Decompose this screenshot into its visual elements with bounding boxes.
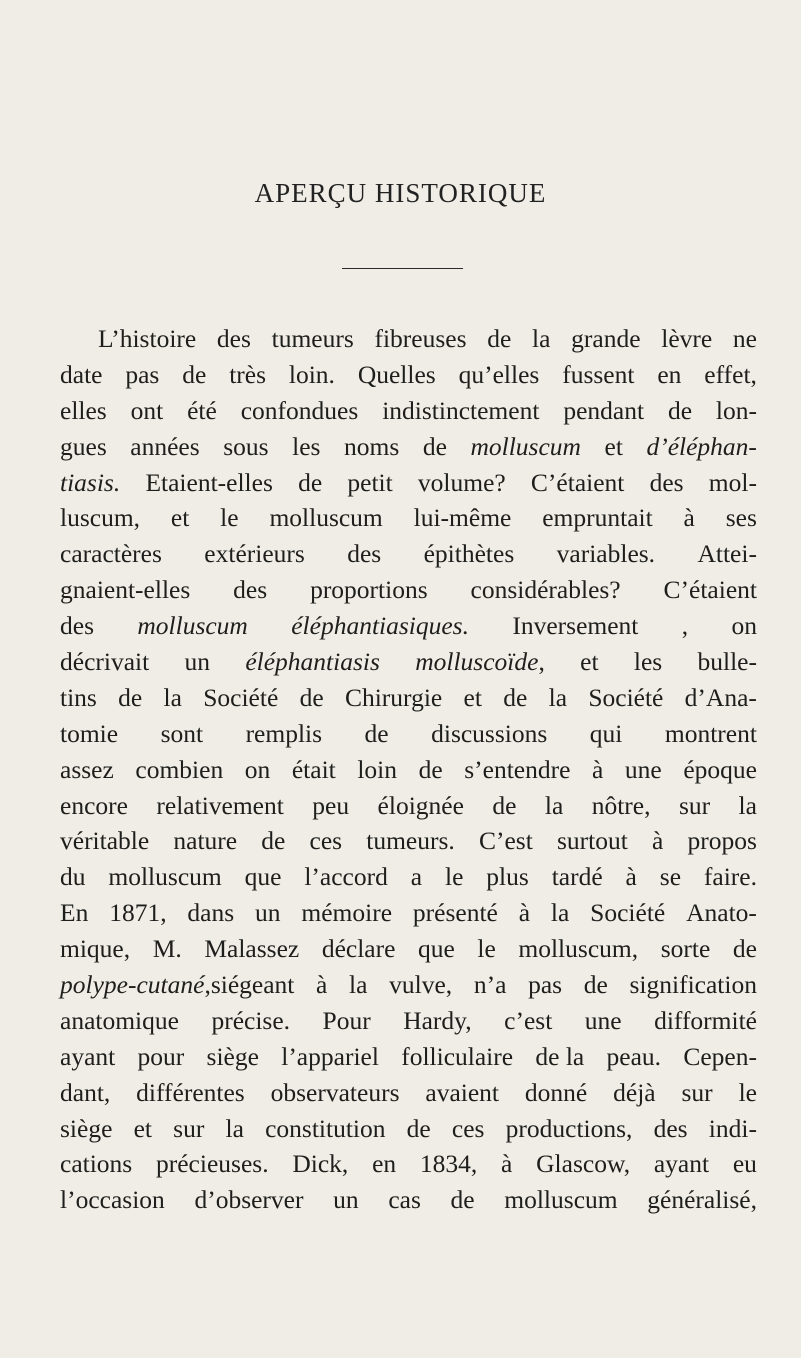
word: combien bbox=[135, 754, 224, 784]
word: gues bbox=[60, 431, 107, 461]
word: fibreuses bbox=[374, 324, 467, 353]
word: très bbox=[229, 359, 267, 389]
text-line bbox=[60, 608, 757, 644]
word: on bbox=[731, 611, 757, 641]
word: de bbox=[299, 682, 324, 712]
word: Inversement bbox=[512, 611, 639, 641]
text-line bbox=[60, 429, 757, 465]
word: qui bbox=[589, 718, 623, 748]
word: de bbox=[182, 359, 207, 389]
word: Glascow, bbox=[536, 1149, 631, 1179]
word: et bbox=[580, 647, 599, 677]
word: caractères bbox=[60, 539, 162, 569]
word: sur bbox=[678, 790, 711, 820]
word: extérieurs bbox=[204, 539, 305, 569]
word: noms bbox=[344, 431, 400, 461]
word: vulve, bbox=[389, 970, 453, 1000]
word: des bbox=[653, 1113, 688, 1143]
text-line bbox=[60, 1111, 757, 1147]
word: plus bbox=[486, 862, 529, 892]
word: à bbox=[316, 970, 328, 1000]
text-line bbox=[60, 788, 757, 824]
word: que bbox=[244, 862, 282, 892]
text-line bbox=[60, 357, 757, 393]
word: proportions bbox=[310, 575, 428, 605]
word: Anato- bbox=[686, 898, 757, 928]
word: et bbox=[170, 503, 190, 533]
word: éléphantiasiques. bbox=[291, 611, 469, 641]
word: que bbox=[418, 934, 455, 964]
text-line bbox=[60, 572, 757, 608]
word: décrivait bbox=[60, 647, 150, 677]
text-line bbox=[60, 536, 757, 572]
word: relativement bbox=[156, 790, 284, 820]
word: molluscum bbox=[137, 611, 248, 641]
word: luscum, bbox=[60, 503, 141, 533]
word: loin. bbox=[288, 359, 335, 389]
word: la bbox=[532, 324, 551, 353]
word: molluscum bbox=[504, 1185, 618, 1215]
word: lon- bbox=[715, 395, 757, 425]
word: difformité bbox=[654, 1005, 757, 1035]
word: l’accord bbox=[304, 862, 388, 892]
word: gnaient-elles bbox=[60, 575, 191, 605]
word: déjà bbox=[613, 1077, 656, 1107]
word: constitution bbox=[265, 1113, 386, 1143]
word: la bbox=[544, 790, 564, 820]
word: ayant bbox=[653, 1149, 710, 1179]
word: ses bbox=[725, 503, 757, 533]
word: de bbox=[364, 718, 389, 748]
word: de bbox=[503, 682, 528, 712]
word: cations bbox=[60, 1149, 133, 1179]
word: un bbox=[184, 647, 211, 677]
word: le bbox=[738, 1077, 757, 1107]
word: propos bbox=[687, 826, 757, 856]
text-line bbox=[60, 500, 757, 536]
word: n’a bbox=[473, 970, 507, 1000]
word: date bbox=[60, 359, 103, 389]
word: et bbox=[133, 1113, 152, 1143]
text-line bbox=[60, 931, 757, 967]
word: d’éléphan- bbox=[646, 431, 757, 461]
word: éloignée bbox=[377, 790, 464, 820]
word: de bbox=[118, 682, 143, 712]
word: à bbox=[625, 862, 637, 892]
word: s’entendre bbox=[464, 754, 571, 784]
word: précise. bbox=[211, 1005, 291, 1035]
word: précieuses. bbox=[156, 1149, 269, 1179]
word: peu bbox=[312, 790, 350, 820]
text-line bbox=[60, 1182, 757, 1218]
word: ne bbox=[732, 324, 757, 353]
word: et bbox=[463, 682, 482, 712]
word: présenté bbox=[412, 898, 498, 928]
word: , bbox=[681, 611, 689, 641]
text-line bbox=[60, 1003, 757, 1039]
word: un bbox=[333, 1185, 359, 1215]
word: considérables? bbox=[470, 575, 621, 605]
word: l’appariel bbox=[281, 1041, 379, 1071]
word: été bbox=[187, 395, 217, 425]
word: de bbox=[667, 395, 693, 425]
word: molluscum bbox=[269, 503, 383, 533]
word: dans bbox=[187, 898, 235, 928]
word: époque bbox=[683, 754, 757, 784]
text-line bbox=[60, 465, 757, 501]
word: à bbox=[683, 503, 695, 533]
word: mique, bbox=[60, 934, 131, 964]
word: nature bbox=[173, 826, 238, 856]
word: 1834, bbox=[419, 1149, 478, 1179]
word: la bbox=[738, 790, 757, 820]
word: siège bbox=[60, 1113, 113, 1143]
word: Hardy, bbox=[403, 1005, 472, 1035]
word: loin bbox=[357, 754, 397, 784]
word: se bbox=[659, 862, 682, 892]
word: du bbox=[60, 862, 86, 892]
word: d’observer bbox=[194, 1185, 304, 1215]
word: petit bbox=[347, 467, 393, 497]
word: Dick, bbox=[292, 1149, 349, 1179]
word: la bbox=[163, 682, 182, 712]
word: et bbox=[604, 431, 623, 461]
word: c’est bbox=[504, 1005, 553, 1035]
word: Pour bbox=[322, 1005, 371, 1035]
word: les bbox=[292, 431, 321, 461]
word: de bbox=[492, 790, 517, 820]
word: indi- bbox=[708, 1113, 757, 1143]
word: le bbox=[444, 862, 464, 892]
text-line bbox=[60, 321, 757, 357]
text-line bbox=[60, 716, 757, 752]
word: bulle- bbox=[697, 647, 757, 677]
word: une bbox=[624, 754, 662, 784]
word: de bbox=[487, 324, 512, 353]
word: de bbox=[450, 1185, 475, 1215]
word: Société bbox=[588, 682, 664, 712]
word: d’Ana- bbox=[684, 682, 757, 712]
word: ont bbox=[130, 395, 164, 425]
word: sous bbox=[223, 431, 269, 461]
word: dant, bbox=[60, 1077, 111, 1107]
word: des bbox=[60, 611, 94, 641]
word: éléphantiasis bbox=[245, 647, 380, 677]
word: sur bbox=[173, 1113, 205, 1143]
word: volume? bbox=[417, 467, 506, 497]
word: eu bbox=[732, 1149, 757, 1179]
word: pendant bbox=[563, 395, 645, 425]
word: sorte bbox=[660, 934, 711, 964]
word: années bbox=[130, 431, 200, 461]
word: molluscum bbox=[470, 431, 581, 461]
word: à bbox=[651, 826, 664, 856]
word: lui-même bbox=[413, 503, 512, 533]
word: Chirurgie bbox=[344, 682, 443, 712]
word: folliculaire bbox=[401, 1041, 514, 1071]
word: Cepen- bbox=[683, 1041, 757, 1071]
word: a bbox=[410, 862, 423, 892]
word: une bbox=[584, 1005, 622, 1035]
word: à bbox=[592, 754, 604, 784]
word: tumeurs bbox=[271, 324, 354, 353]
page-title: APERÇU HISTORIQUE bbox=[254, 178, 547, 208]
word: polype-cutané,siégeant bbox=[60, 970, 295, 1000]
word: En bbox=[60, 898, 89, 928]
text-line bbox=[60, 1039, 757, 1075]
word: de bbox=[422, 431, 447, 461]
word: nôtre, bbox=[591, 790, 651, 820]
word: de bbox=[406, 1113, 431, 1143]
word: Société bbox=[203, 682, 279, 712]
word: remplis bbox=[245, 718, 323, 748]
text-line bbox=[60, 644, 757, 680]
word: la bbox=[225, 1113, 244, 1143]
word: mémoire bbox=[301, 898, 393, 928]
word: observateurs bbox=[270, 1077, 400, 1107]
word: Quelles bbox=[357, 359, 436, 389]
word: la bbox=[349, 970, 368, 1000]
word: des bbox=[233, 575, 268, 605]
word: tumeurs. bbox=[366, 826, 455, 856]
word: le bbox=[477, 934, 496, 964]
text-line bbox=[60, 393, 757, 429]
word: en bbox=[372, 1149, 397, 1179]
word: C’étaient bbox=[663, 575, 757, 605]
word: des bbox=[347, 539, 382, 569]
word: ayant bbox=[60, 1041, 116, 1071]
word: on bbox=[244, 754, 271, 784]
word: était bbox=[291, 754, 336, 784]
word: mol- bbox=[708, 467, 757, 497]
word: sur bbox=[681, 1077, 713, 1107]
word: confondues bbox=[240, 395, 359, 425]
word: Société bbox=[590, 898, 666, 928]
word: grande bbox=[571, 324, 641, 353]
word: C’étaient bbox=[530, 467, 625, 497]
word: tiasis. bbox=[60, 467, 121, 497]
word: effet, bbox=[704, 359, 757, 389]
word: pour bbox=[137, 1041, 185, 1071]
word: productions, bbox=[505, 1113, 633, 1143]
word: donné bbox=[524, 1077, 588, 1107]
text-line bbox=[60, 1075, 757, 1111]
word: le bbox=[220, 503, 239, 533]
word: L’histoire bbox=[98, 324, 197, 353]
word: à bbox=[501, 1149, 513, 1179]
word: M. bbox=[152, 934, 182, 964]
word: molluscum bbox=[108, 862, 222, 892]
word: la bbox=[548, 682, 568, 712]
word: de la bbox=[535, 1041, 585, 1071]
word: de bbox=[732, 934, 757, 964]
word: à bbox=[518, 898, 531, 928]
word: tomie bbox=[60, 718, 119, 748]
body-paragraph bbox=[60, 321, 757, 1218]
word: l’occasion bbox=[60, 1185, 165, 1215]
word: différentes bbox=[136, 1077, 245, 1107]
title-divider bbox=[342, 268, 463, 269]
word: cas bbox=[388, 1185, 421, 1215]
word: véritable bbox=[60, 826, 150, 856]
word: anatomique bbox=[60, 1005, 179, 1035]
word: des bbox=[216, 324, 251, 353]
word: épithètes bbox=[423, 539, 515, 569]
word: de bbox=[418, 754, 443, 784]
word: en bbox=[657, 359, 682, 389]
word: C’est bbox=[478, 826, 533, 856]
word: la bbox=[550, 898, 570, 928]
word: qu’elles bbox=[458, 359, 540, 389]
word: des bbox=[649, 467, 684, 497]
word: pas bbox=[528, 970, 563, 1000]
word: siège bbox=[206, 1041, 259, 1071]
word: tardé bbox=[551, 862, 603, 892]
word: encore bbox=[60, 790, 128, 820]
word: pas bbox=[125, 359, 160, 389]
word: avaient bbox=[425, 1077, 500, 1107]
word: faire. bbox=[703, 862, 757, 892]
word: lèvre bbox=[661, 324, 713, 353]
word: de bbox=[298, 467, 323, 497]
word: empruntait bbox=[542, 503, 653, 533]
word: molluscoïde, bbox=[415, 647, 545, 677]
word: surtout bbox=[556, 826, 628, 856]
word: indistinctement bbox=[382, 395, 540, 425]
word: généralisé, bbox=[647, 1185, 757, 1215]
word: les bbox=[633, 647, 663, 677]
word: sont bbox=[160, 718, 204, 748]
text-line bbox=[60, 752, 757, 788]
word: fussent bbox=[562, 359, 635, 389]
word: Malassez bbox=[204, 934, 300, 964]
word: elles bbox=[60, 395, 107, 425]
word: Attei- bbox=[697, 539, 757, 569]
text-line bbox=[60, 680, 757, 716]
text-line bbox=[60, 1146, 757, 1182]
word: variables. bbox=[556, 539, 656, 569]
word: ces bbox=[451, 1113, 485, 1143]
word: ces bbox=[309, 826, 343, 856]
word: molluscum, bbox=[518, 934, 639, 964]
word: de bbox=[261, 826, 286, 856]
text-line bbox=[60, 895, 757, 931]
word: 1871, bbox=[109, 898, 167, 928]
text-line bbox=[60, 859, 757, 895]
word: assez bbox=[60, 754, 114, 784]
word: déclare bbox=[321, 934, 396, 964]
word: peau. bbox=[606, 1041, 662, 1071]
word: tins bbox=[60, 682, 97, 712]
word: montrent bbox=[664, 718, 757, 748]
word: discussions bbox=[431, 718, 548, 748]
word: de bbox=[583, 970, 608, 1000]
text-line bbox=[60, 823, 757, 859]
word: un bbox=[255, 898, 281, 928]
text-line bbox=[60, 967, 757, 1003]
word: signification bbox=[629, 970, 757, 1000]
word: Etaient-elles bbox=[145, 467, 273, 497]
